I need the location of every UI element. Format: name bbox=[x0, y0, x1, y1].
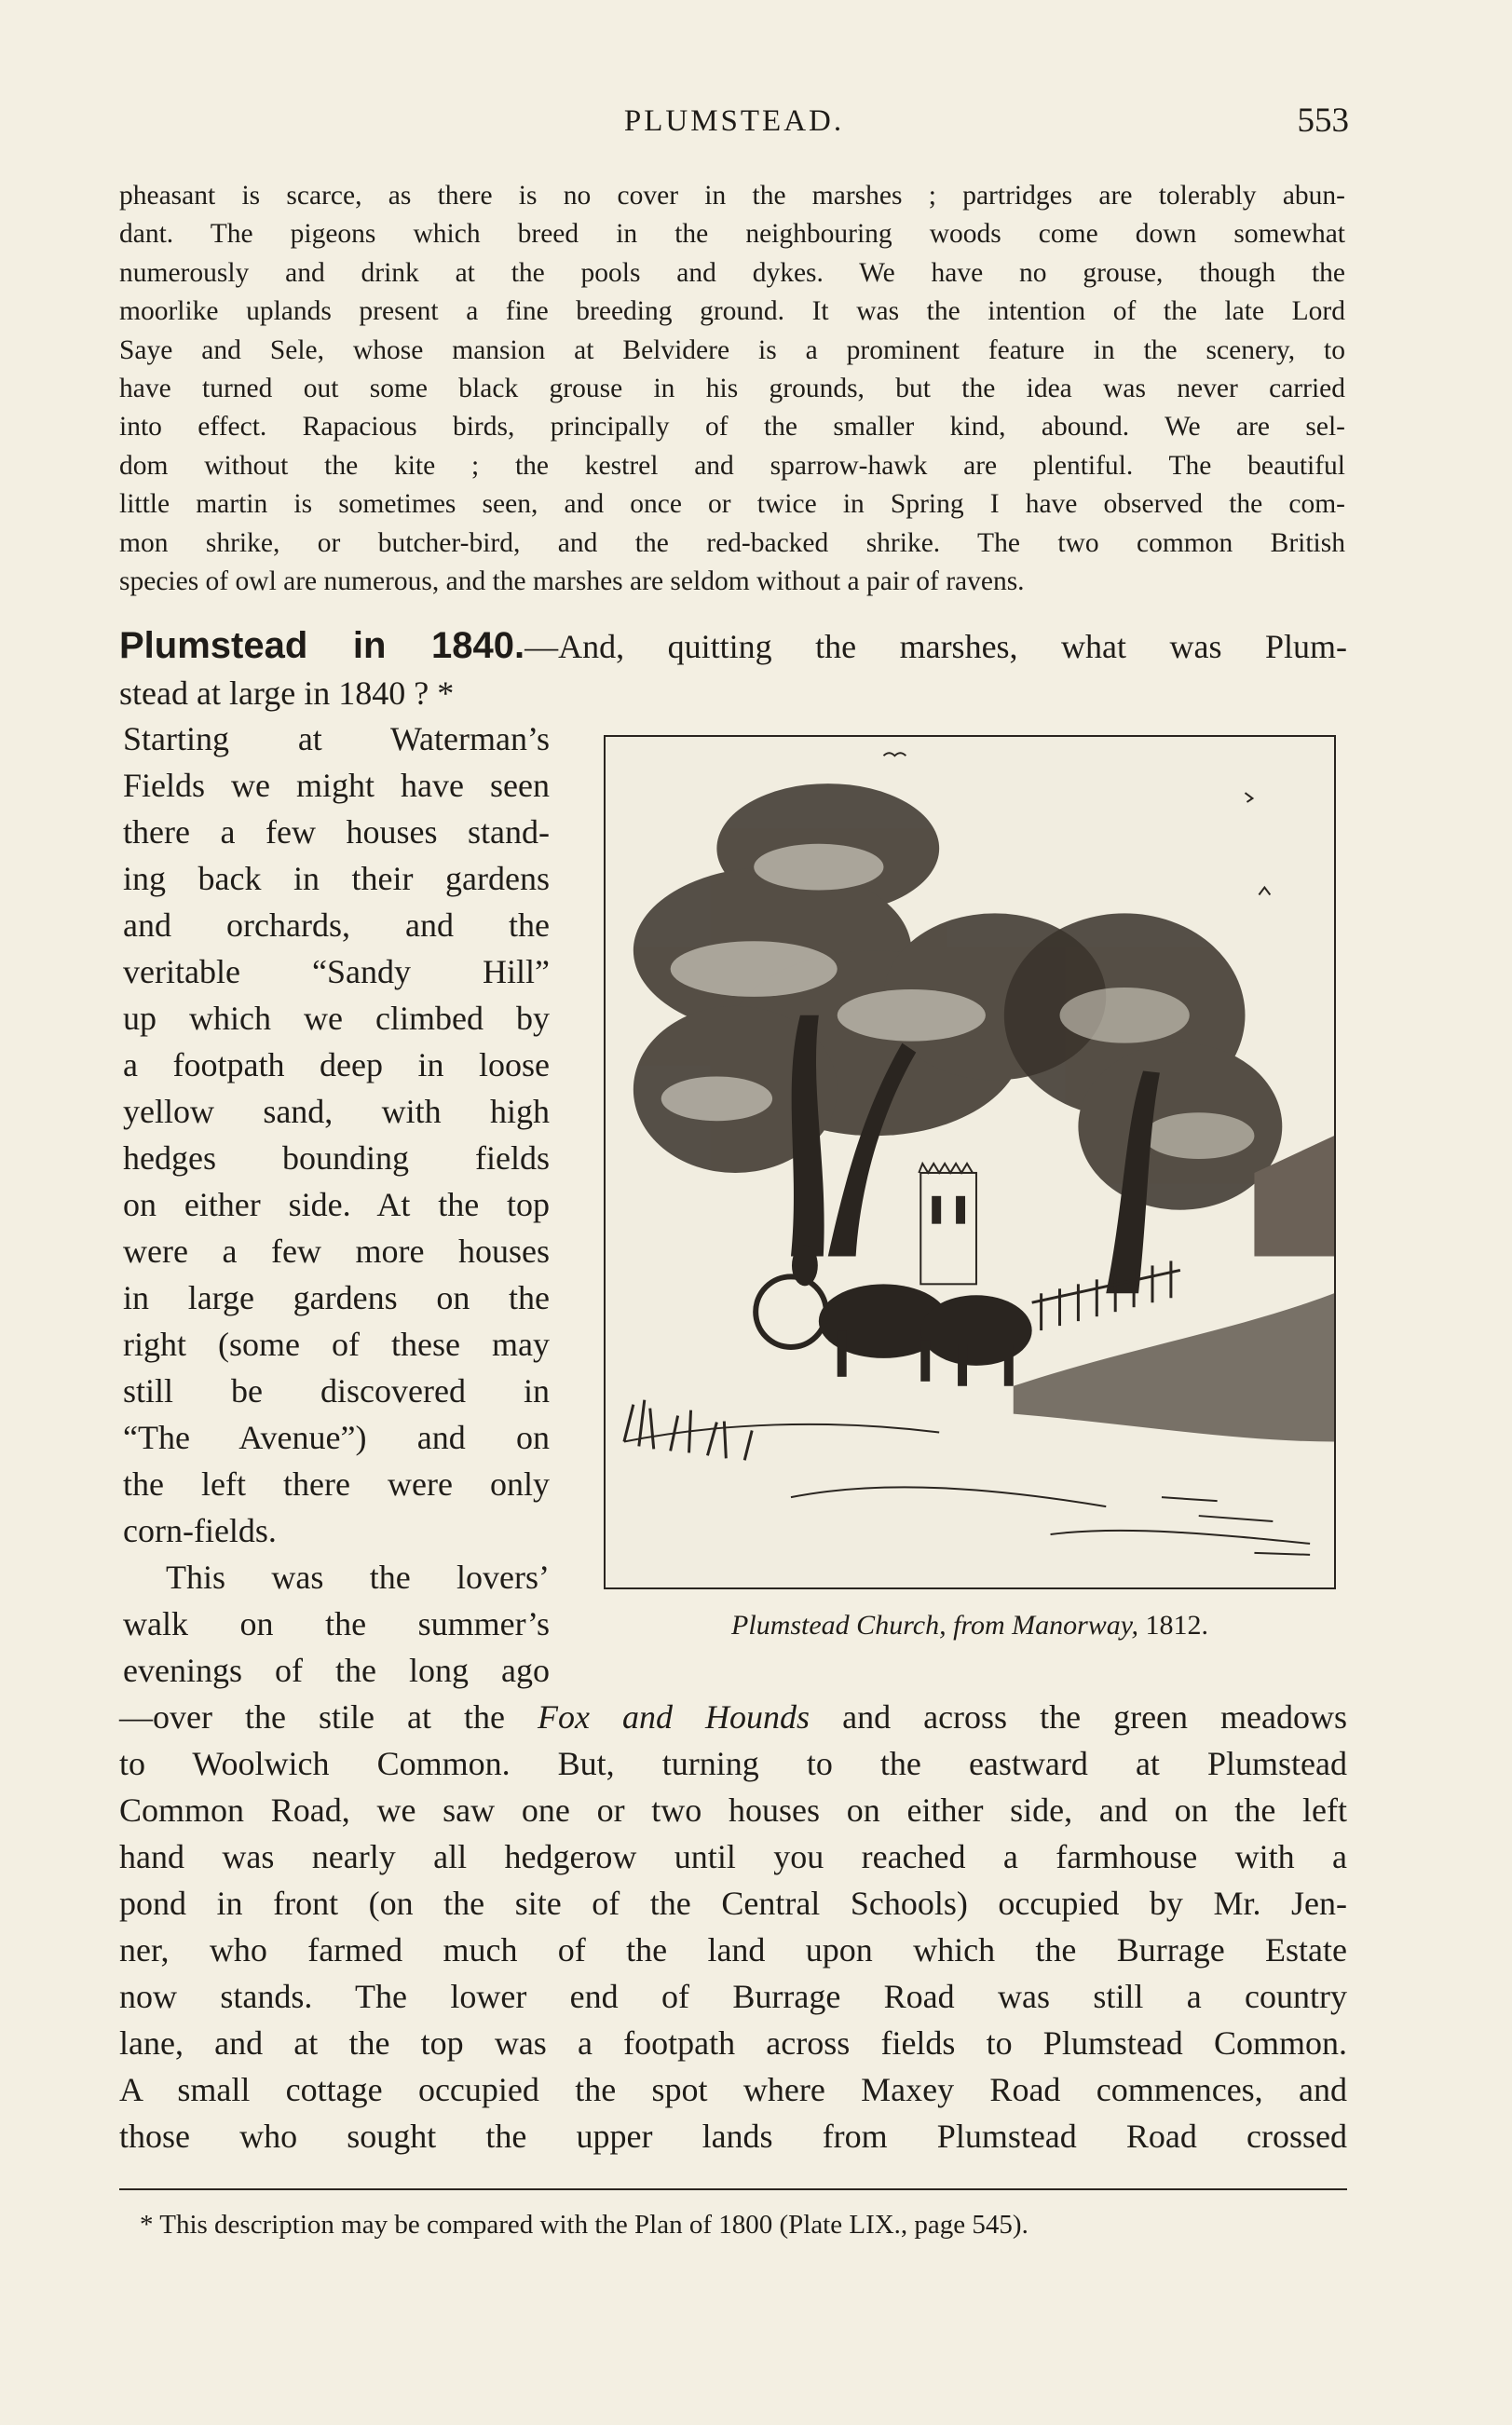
figure-caption bbox=[604, 1610, 1336, 1642]
bottom-paragraph bbox=[119, 1694, 1347, 2159]
column-line: on either side. At the top bbox=[123, 1186, 550, 1223]
column-line: were a few more houses bbox=[123, 1233, 550, 1270]
bottom-line: ner, who farmed much of the land upon which the Burrage Estate bbox=[119, 1931, 1347, 1969]
bottom-line-after: and across the green meadows bbox=[842, 1698, 1348, 1736]
bottom-line: Common Road, we saw one or two houses on either side, and on the left bbox=[119, 1792, 1347, 1829]
bottom-line: now stands. The lower end of Burrage Road was still a country bbox=[119, 1978, 1347, 2015]
running-head bbox=[119, 104, 1349, 151]
column-line: evenings of the long ago bbox=[123, 1652, 550, 1689]
column-line: in large gardens on the bbox=[123, 1279, 550, 1316]
column-line: right (some of these may bbox=[123, 1326, 550, 1363]
section-heading-block bbox=[119, 622, 1347, 716]
column-line: the left there were only bbox=[123, 1465, 550, 1503]
column-line: Starting at Waterman’s bbox=[123, 720, 550, 757]
intro-paragraph bbox=[119, 177, 1345, 601]
intro-line: dant. The pigeons which breed in the neighbouring woods come down somewhat bbox=[119, 219, 1345, 250]
bottom-first-line bbox=[119, 1694, 1347, 1740]
section-heading: Plumstead in 1840. bbox=[119, 625, 525, 666]
caption-text: Plumstead Church, from Manorway, bbox=[731, 1610, 1138, 1641]
heading-second-line: stead at large in 1840 ? * bbox=[119, 674, 455, 712]
bottom-line: A small cottage occupied the spot where Maxey Road commences, and bbox=[119, 2071, 1347, 2108]
intro-line: Saye and Sele, whose mansion at Belvidere is a prominent feature in the scenery, to bbox=[119, 334, 1345, 365]
column-line: there a few houses stand- bbox=[123, 813, 550, 851]
column-line: still be discovered in bbox=[123, 1372, 550, 1410]
page-number: 553 bbox=[1297, 102, 1349, 140]
column-line: up which we climbed by bbox=[123, 1000, 550, 1037]
column-line: “The Avenue”) and on bbox=[123, 1419, 550, 1456]
heading-line-rest: —And, quitting the marshes, what was Plum- bbox=[524, 628, 1348, 665]
intro-line: mon shrike, or butcher-bird, and the red-backed shrike. The two common British bbox=[119, 527, 1345, 558]
column-line: Fields we might have seen bbox=[123, 767, 550, 804]
bottom-line: those who sought the upper lands from Plumstead Road crossed bbox=[119, 2118, 1347, 2155]
footnote: * This description may be compared with the Plan of 1800 (Plate LIX., page 545). bbox=[140, 2210, 1028, 2240]
intro-line: have turned out some black grouse in his grounds, but the idea was never carried bbox=[119, 374, 1345, 404]
column-line: hedges bounding fields bbox=[123, 1139, 550, 1177]
column-line: ing back in their gardens bbox=[123, 860, 550, 897]
intro-line: dom without the kite ; the kestrel and sparrow-hawk are plentiful. The beautiful bbox=[119, 450, 1345, 481]
column-line: yellow sand, with high bbox=[123, 1093, 550, 1130]
bottom-line: pond in front (on the site of the Central Schools) occupied by Mr. Jen- bbox=[119, 1885, 1347, 1922]
intro-line: into effect. Rapacious birds, principally of the smaller kind, abound. We are sel- bbox=[119, 412, 1345, 443]
intro-line: pheasant is scarce, as there is no cover in the marshes ; partridges are tolerably abun- bbox=[119, 181, 1345, 211]
church-engraving bbox=[604, 735, 1336, 1589]
running-title: PLUMSTEAD. bbox=[623, 104, 845, 138]
column-line: walk on the summer’s bbox=[123, 1605, 550, 1642]
column-line: and orchards, and the bbox=[123, 906, 550, 944]
left-column-text bbox=[123, 715, 550, 1694]
bottom-line: to Woolwich Common. But, turning to the eastward at Plumstead bbox=[119, 1745, 1347, 1782]
bottom-line-before: —over the stile at the bbox=[119, 1698, 505, 1736]
column-line: corn-fields. bbox=[123, 1512, 277, 1549]
inn-name: Fox and Hounds bbox=[538, 1698, 810, 1736]
caption-year: 1812. bbox=[1145, 1610, 1208, 1641]
heading-line bbox=[119, 622, 1347, 670]
bottom-line: hand was nearly all hedgerow until you reached a farmhouse with a bbox=[119, 1838, 1347, 1875]
bottom-line: lane, and at the top was a footpath across fields to Plumstead Common. bbox=[119, 2024, 1347, 2062]
footnote-divider bbox=[119, 2188, 1347, 2190]
church-engraving-illustration bbox=[606, 737, 1334, 1587]
column-line: veritable “Sandy Hill” bbox=[123, 953, 550, 990]
intro-line: species of owl are numerous, and the marshes are seldom without a pair of ravens. bbox=[119, 566, 1025, 597]
column-line: This was the lovers’ bbox=[166, 1559, 550, 1596]
intro-line: moorlike uplands present a fine breeding ground. It was the intention of the late Lord bbox=[119, 296, 1345, 327]
intro-line: numerously and drink at the pools and dykes. We have no grouse, though the bbox=[119, 257, 1345, 288]
intro-line: little martin is sometimes seen, and once or twice in Spring I have observed the com- bbox=[119, 489, 1345, 520]
column-line: a footpath deep in loose bbox=[123, 1046, 550, 1083]
